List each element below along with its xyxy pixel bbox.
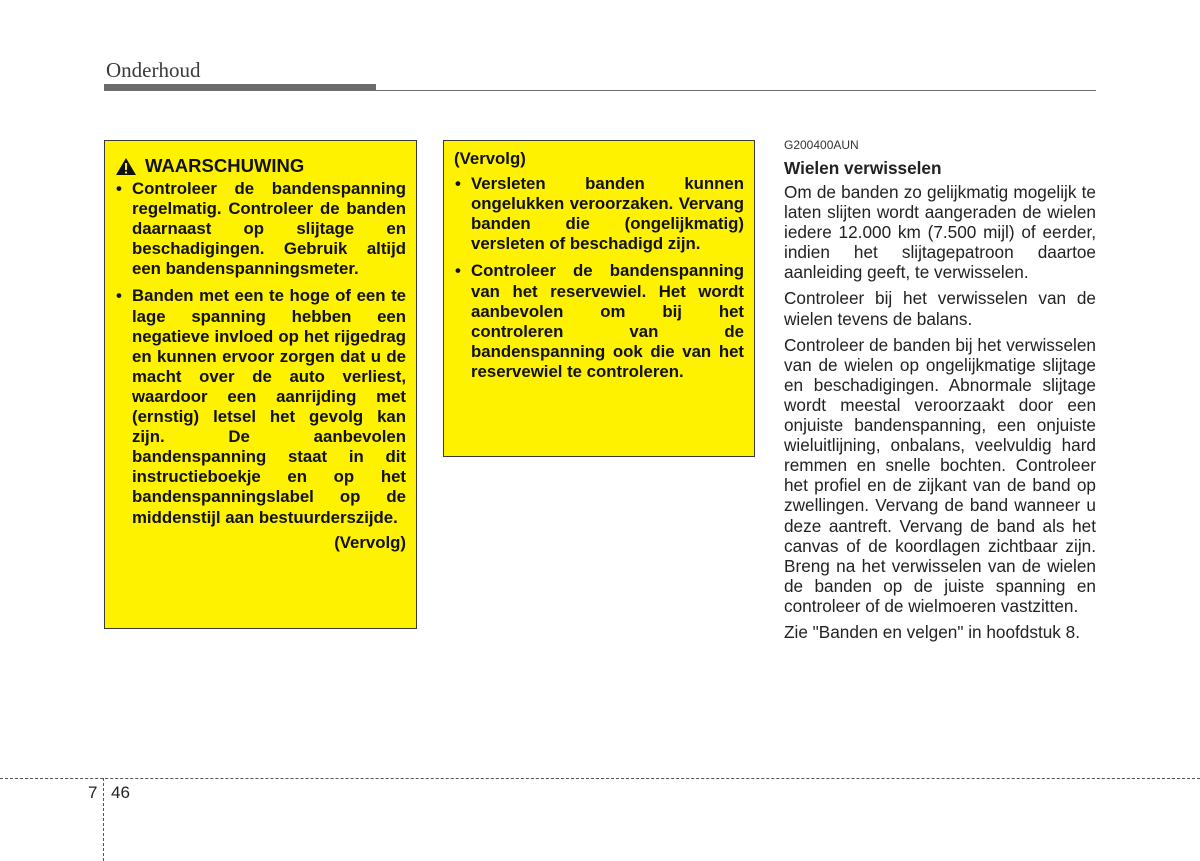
continued-label: (Vervolg) [454, 149, 526, 168]
warning-box-1 [104, 140, 417, 629]
section-title: Wielen verwisselen [784, 158, 942, 178]
section-wielen-verwisselen [784, 138, 1096, 648]
section-paragraph: Controleer bij het verwisselen van de wielen tevens de balans. [784, 288, 1096, 329]
warning-item: • Controleer de bandenspanning van het reservewiel. Het wordt aanbevolen om bij het controleren van de bandenspanning ook die van het reservewiel te controleren. [454, 261, 744, 382]
warning-item: • Banden met een te hoge of een te lage spanning hebben een negatieve invloed op het rijgedrag en kunnen ervoor zorgen dat u de macht over de auto verliest, waardoor een aanrijding met (ernstig) letsel het gevolg kan zijn. De aanbevolen bandenspanning staat in dit instructieboekje en op het bandenspanningslabel op de middenstijl aan bestuurderszijde. [115, 286, 406, 527]
footer-dashed-divider [103, 778, 104, 861]
footer-dashed-rule [0, 778, 1200, 779]
warning-heading [115, 155, 406, 177]
continued-label: (Vervolg) [334, 532, 406, 552]
page-number: 46 [111, 783, 130, 802]
warning-triangle-icon [115, 157, 137, 176]
warning-list-2 [454, 174, 744, 382]
section-paragraph: Controleer de banden bij het verwisselen van de wielen op ongelijkmatige slijtage en beschadigingen. Abnormale slijtage wordt meestal veroorzaakt door een onjuiste bandenspanning, een onjuiste wieluitlijning, onbalans, veelvuldig hard remmen en snelle bochten. Controleer het profiel en de zijkant van de band op zwellingen. Vervang de band wanneer u deze aantreft. Vervang de band als het canvas of de koordlagen zichtbaar zijn. Breng na het verwisselen van de wielen de banden op de juiste spanning en controleer of de wielmoeren vastzitten. [784, 334, 1096, 616]
page-header-title: Onderhoud [106, 58, 201, 82]
warning-box-2 [443, 140, 755, 457]
chapter-number: 7 [88, 783, 98, 802]
header-rule-thin [104, 90, 1096, 91]
warning-list-1 [115, 179, 406, 528]
section-paragraph: Zie "Banden en velgen" in hoofdstuk 8. [784, 621, 1080, 642]
warning-item: • Versleten banden kunnen ongelukken veroorzaken. Vervang banden die (ongelijkmatig) versleten of beschadigd zijn. [454, 174, 744, 254]
section-code: G200400AUN [784, 138, 859, 152]
warning-item: • Controleer de bandenspanning regelmatig. Controleer de banden daarnaast op slijtage en beschadigingen. Gebruik altijd een bandenspanningsmeter. [115, 179, 406, 279]
warning-heading-text: WAARSCHUWING [145, 155, 305, 176]
section-paragraph: Om de banden zo gelijkmatig mogelijk te laten slijten wordt aangeraden de wielen iedere 12.000 km (7.500 mijl) of eerder, indien het slijtagepatroon daartoe aanleiding geeft, te verwisselen. [784, 182, 1096, 283]
